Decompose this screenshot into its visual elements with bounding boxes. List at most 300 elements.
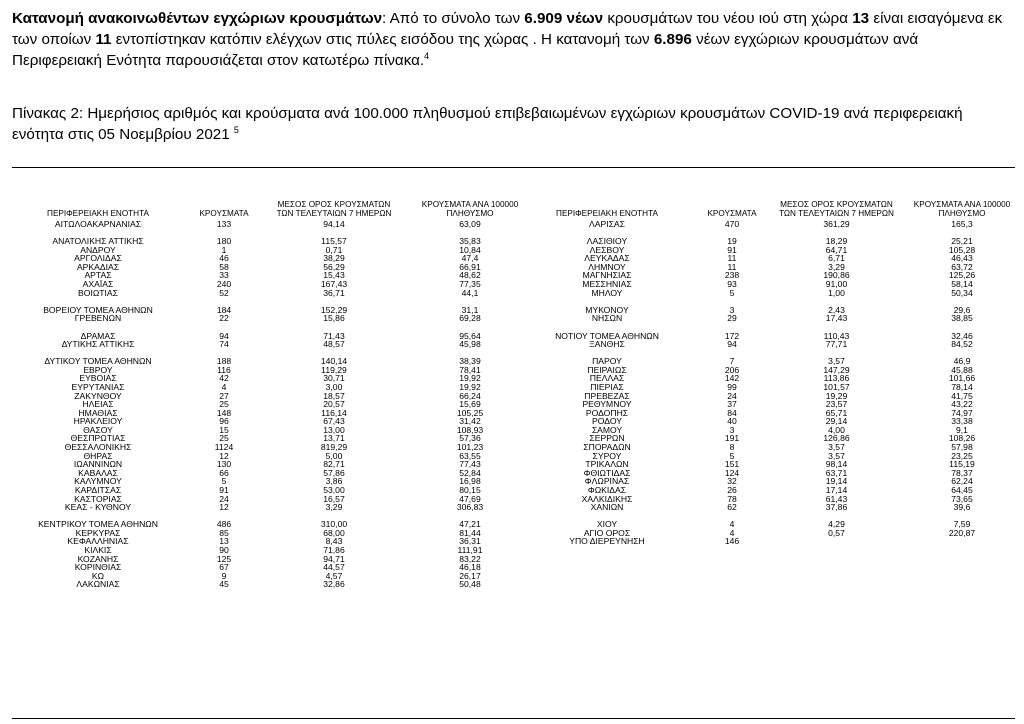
cell-avg-7d: 0,57 [828, 527, 845, 538]
divider [12, 167, 1015, 168]
table-header [512, 190, 1015, 220]
cell-per-100k: 46,18 [459, 562, 481, 573]
cell-per-100k: 45,98 [459, 339, 481, 350]
cell-per-100k: 306,83 [456, 502, 484, 513]
header-avg: ΜΕΣΟΣ ΟΡΟΣ ΚΡΟΥΣΜΑΤΩΝ ΤΩΝ ΤΕΛΕΥΤΑΙΩΝ 7 ΗΜΕΡΩΝ [276, 200, 392, 218]
cell-region: ΣΥΡΟΥ [592, 450, 622, 461]
footnote-ref: 4 [424, 50, 430, 61]
cell-region: ΣΠΟΡΑΔΩΝ [583, 442, 631, 453]
cell-avg-7d: 140,14 [320, 356, 348, 367]
cell-per-100k: 33,38 [951, 416, 973, 427]
cell-cases: 25 [219, 433, 229, 444]
intro-bold-lead: Κατανομή ανακοινωθέντων εγχώριων κρουσμάτων [12, 10, 383, 27]
cell-per-100k: 57,98 [951, 442, 973, 453]
cell-avg-7d: 61,43 [825, 493, 848, 504]
intro-text: εντοπίστηκαν κατόπιν ελέγχων στις πύλες εισόδου της χώρας . Η κατανομή των [111, 31, 654, 48]
cell-cases: 130 [216, 459, 232, 470]
cell-avg-7d: 115,57 [321, 236, 347, 247]
cell-region: ΚΕΑΣ - ΚΥΘΝΟΥ [64, 502, 132, 513]
intro-text: κρουσμάτων του νέου ιού στη χώρα [603, 10, 853, 27]
table-row [12, 503, 512, 512]
cell-region: ΕΒΡΟΥ [83, 364, 113, 375]
cell-cases: 52 [219, 287, 229, 298]
cell-cases: 66 [219, 467, 229, 478]
cell-per-100k: 9,1 [956, 424, 968, 435]
cell-region: ΠΑΡΟΥ [592, 356, 622, 367]
cell-cases: 142 [724, 373, 740, 384]
table-row [512, 409, 1015, 418]
cell-region: ΞΑΝΘΗΣ [589, 339, 625, 350]
cell-cases: 58 [219, 261, 229, 272]
cell-per-100k: 31,1 [461, 304, 479, 315]
table-left [12, 190, 519, 590]
cell-cases: 46 [219, 253, 229, 264]
cell-cases: 470 [724, 219, 740, 229]
cell-per-100k: 57,36 [459, 433, 481, 444]
cell-avg-7d: 19,14 [825, 476, 848, 487]
cell-avg-7d: 6,71 [828, 253, 845, 264]
cell-avg-7d: 32,86 [323, 579, 345, 590]
cell-avg-7d: 167,43 [320, 279, 348, 290]
intro-text: : Από το σύνολο των [382, 10, 525, 27]
table-row [512, 537, 1015, 546]
cell-region: ΙΩΑΝΝΙΝΩΝ [73, 459, 123, 470]
cell-region: ΜΗΛΟΥ [591, 287, 623, 298]
cell-per-100k: 50,48 [459, 579, 481, 590]
cell-avg-7d: 94,71 [323, 553, 345, 564]
cell-per-100k: 63,55 [459, 450, 481, 461]
cell-region: ΦΘΙΩΤΙΔΑΣ [583, 467, 631, 478]
cell-cases: 37 [727, 399, 737, 410]
cell-per-100k: 29,6 [953, 304, 971, 315]
table-row [512, 340, 1015, 349]
cell-avg-7d: 819,29 [320, 442, 348, 453]
header-per100k: ΚΡΟΥΣΜΑΤΑ ΑΝΑ 100000 ΠΛΗΘΥΣΜΟ [421, 200, 519, 218]
header-cases: ΚΡΟΥΣΜΑΤΑ [707, 209, 757, 218]
cell-cases: 84 [727, 407, 737, 418]
cell-avg-7d: 64,71 [825, 244, 848, 255]
cell-cases: 42 [219, 373, 229, 384]
cell-cases: 74 [219, 339, 229, 350]
cell-per-100k: 26,17 [459, 570, 481, 581]
cell-avg-7d: 3,57 [828, 450, 845, 461]
intro-border-cases: 11 [95, 31, 112, 48]
cell-cases: 133 [216, 219, 232, 229]
cell-avg-7d: 0,71 [325, 244, 343, 255]
cell-cases: 7 [729, 356, 735, 367]
cell-cases: 240 [216, 279, 232, 290]
cell-cases: 99 [727, 381, 737, 392]
cell-region: ΛΑΣΙΘΙΟΥ [586, 236, 628, 247]
cell-cases: 33 [219, 270, 229, 281]
cell-avg-7d: 48,57 [323, 339, 345, 350]
cell-avg-7d: 119,29 [321, 364, 347, 375]
cell-cases: 85 [219, 527, 229, 538]
cell-per-100k: 78,41 [459, 364, 481, 375]
table-row [512, 366, 1015, 375]
cell-cases: 5 [729, 287, 735, 298]
cell-region: ΓΡΕΒΕΝΩΝ [74, 313, 122, 324]
cell-avg-7d: 2,43 [828, 304, 845, 315]
table-row [512, 314, 1015, 323]
cell-region: ΘΗΡΑΣ [83, 450, 113, 461]
cell-avg-7d: 29,14 [825, 416, 848, 427]
table-header [12, 190, 519, 220]
cell-avg-7d: 1,00 [828, 287, 845, 298]
cell-per-100k: 43,22 [951, 399, 973, 410]
cell-avg-7d: 13,00 [323, 424, 345, 435]
table-row [512, 417, 1015, 426]
header-region: ΠΕΡΙΦΕΡΕΙΑΚΗ ΕΝΟΤΗΤΑ [47, 209, 149, 218]
cell-cases: 12 [219, 502, 229, 513]
divider [12, 718, 1015, 719]
cell-region: ΑΙΤΩΛΟΑΚΑΡΝΑΝΙΑΣ [54, 219, 142, 229]
cell-avg-7d: 4,00 [828, 424, 845, 435]
cell-region: ΛΗΜΝΟΥ [588, 261, 626, 272]
cell-region: ΜΕΣΣΗΝΙΑΣ [582, 279, 632, 290]
cell-region: ΠΡΕΒΕΖΑΣ [584, 390, 630, 401]
cell-region: ΛΑΚΩΝΙΑΣ [76, 579, 120, 590]
cell-cases: 13 [219, 536, 229, 547]
intro-paragraph [12, 8, 1012, 71]
cell-per-100k: 44,1 [461, 287, 479, 298]
cell-region: ΡΟΔΟΥ [592, 416, 622, 427]
cell-cases: 19 [727, 236, 737, 247]
cell-cases: 151 [724, 459, 740, 470]
cell-region: ΜΑΓΝΗΣΙΑΣ [582, 270, 632, 281]
cell-region: ΣΑΜΟΥ [591, 424, 623, 435]
cell-cases: 91 [219, 484, 229, 495]
table-row [512, 495, 1015, 504]
cell-region: ΧΑΝΙΩΝ [590, 502, 624, 513]
cell-avg-7d: 67,43 [323, 416, 345, 427]
cell-region: ΔΥΤΙΚΟΥ ΤΟΜΕΑ ΑΘΗΝΩΝ [44, 356, 152, 367]
cell-per-100k: 66,24 [459, 390, 481, 401]
cell-cases: 486 [216, 519, 232, 530]
cell-cases: 3 [729, 304, 735, 315]
cell-per-100k: 220,87 [948, 527, 976, 538]
cell-avg-7d: 38,29 [323, 253, 345, 264]
table-row [12, 220, 512, 229]
table-caption [12, 103, 1012, 145]
cell-cases: 32 [727, 476, 737, 487]
table-row [512, 512, 1015, 521]
cell-avg-7d: 3,29 [828, 261, 845, 272]
cell-per-100k: 111,91 [457, 544, 483, 555]
cell-region: ΖΑΚΥΝΘΟΥ [74, 390, 122, 401]
table-row [512, 237, 1015, 246]
cell-per-100k: 15,69 [459, 399, 481, 410]
cell-per-100k: 73,65 [951, 493, 973, 504]
cell-per-100k: 23,25 [951, 450, 973, 461]
cell-per-100k: 46,43 [951, 253, 973, 264]
cell-avg-7d: 18,29 [825, 236, 848, 247]
cell-region: ΛΑΡΙΣΑΣ [589, 219, 625, 229]
cell-avg-7d: 190,86 [823, 270, 850, 281]
cell-per-100k: 47,21 [459, 519, 481, 530]
cell-cases: 26 [727, 484, 737, 495]
cell-avg-7d: 53,00 [323, 484, 345, 495]
cell-per-100k: 63,72 [951, 261, 973, 272]
cell-per-100k: 108,26 [948, 433, 976, 444]
cell-cases: 45 [219, 579, 229, 590]
cell-per-100k: 83,22 [459, 553, 481, 564]
cell-cases: 3 [729, 424, 735, 435]
cell-region: ΑΡΚΑΔΙΑΣ [76, 261, 120, 272]
cell-cases: 29 [727, 313, 737, 324]
table-row [512, 374, 1015, 383]
cell-cases: 62 [727, 502, 737, 513]
cell-per-100k: 38,39 [459, 356, 481, 367]
cell-cases: 1124 [214, 442, 234, 453]
table-row [512, 332, 1015, 341]
cell-avg-7d: 147,29 [823, 364, 850, 375]
cell-cases: 8 [729, 442, 735, 453]
cell-avg-7d: 3,29 [325, 502, 343, 513]
table-row [512, 306, 1015, 315]
cell-cases: 96 [219, 416, 229, 427]
cell-avg-7d: 5,00 [325, 450, 343, 461]
cell-per-100k: 45,88 [951, 364, 973, 375]
cell-per-100k: 19,92 [459, 373, 481, 384]
cell-per-100k: 7,59 [953, 519, 971, 530]
cell-avg-7d: 3,86 [325, 476, 343, 487]
cell-region: ΥΠΟ ΔΙΕΡΕΥΝΗΣΗ [569, 536, 645, 547]
cell-region: ΑΝΔΡΟΥ [80, 244, 116, 255]
cell-region: ΘΕΣΠΡΩΤΙΑΣ [70, 433, 126, 444]
cell-per-100k: 25,21 [951, 236, 973, 247]
cell-avg-7d: 8,43 [325, 536, 343, 547]
cell-per-100k: 64,45 [951, 484, 973, 495]
cell-region: ΤΡΙΚΑΛΩΝ [585, 459, 629, 470]
cell-per-100k: 108,93 [456, 424, 484, 435]
cell-per-100k: 77,35 [459, 279, 481, 290]
cell-per-100k: 115,19 [949, 459, 975, 470]
cell-region: ΚΕΦΑΛΛΗΝΙΑΣ [67, 536, 129, 547]
cell-region: ΚΑΒΑΛΑΣ [78, 467, 118, 478]
cell-cases: 172 [724, 330, 740, 341]
cell-avg-7d: 101,57 [823, 381, 850, 392]
cell-per-100k: 35,83 [459, 236, 481, 247]
intro-imported-cases: 13 [852, 10, 870, 27]
cell-per-100k: 101,66 [948, 373, 976, 384]
cell-avg-7d: 13,71 [323, 433, 345, 444]
cell-per-100k: 125,26 [948, 270, 976, 281]
cell-cases: 11 [727, 261, 737, 272]
cell-region: ΑΓΙΟ ΟΡΟΣ [583, 527, 631, 538]
header-cases: ΚΡΟΥΣΜΑΤΑ [199, 209, 249, 218]
cell-region: ΑΡΤΑΣ [84, 270, 112, 281]
cell-cases: 78 [727, 493, 737, 504]
table-body [512, 220, 1015, 546]
table-row [512, 220, 1015, 229]
table-row [12, 289, 512, 298]
cell-per-100k: 62,24 [951, 476, 973, 487]
cell-region: ΑΧΑΪΑΣ [82, 279, 114, 290]
cell-avg-7d: 82,71 [323, 459, 345, 470]
cell-cases: 188 [216, 356, 232, 367]
cell-per-100k: 81,44 [459, 527, 481, 538]
table-caption-text: Πίνακας 2: Ημερήσιος αριθμός και κρούσματα ανά 100.000 πληθυσμού επιβεβαιωμένων εγχώριων κρουσμάτων COVID-19 ανά περιφερειακή ενότητα στις 05 Νοεμβρίου 2021 [12, 105, 963, 143]
cell-per-100k: 95,64 [459, 330, 481, 341]
cell-per-100k: 38,85 [951, 313, 973, 324]
cell-avg-7d: 361,29 [823, 219, 850, 229]
cell-avg-7d: 15,43 [323, 270, 345, 281]
cell-avg-7d: 4,57 [325, 570, 343, 581]
cell-avg-7d: 310,00 [320, 519, 348, 530]
cell-region: ΒΟΙΩΤΙΑΣ [78, 287, 118, 298]
cell-cases: 238 [724, 270, 740, 281]
cell-cases: 146 [724, 536, 740, 547]
table-right [512, 190, 1015, 546]
cell-region: ΦΩΚΙΔΑΣ [587, 484, 627, 495]
cell-avg-7d: 3,57 [828, 356, 845, 367]
cell-avg-7d: 94,14 [323, 219, 345, 229]
cell-per-100k: 105,25 [456, 407, 484, 418]
cell-cases: 191 [724, 433, 740, 444]
cell-cases: 24 [219, 493, 229, 504]
cell-region: ΘΑΣΟΥ [83, 424, 113, 435]
cell-cases: 15 [219, 424, 229, 435]
table-row [512, 426, 1015, 435]
cell-region: ΠΙΕΡΙΑΣ [590, 381, 624, 392]
cell-avg-7d: 68,00 [323, 527, 345, 538]
footnote-ref: 5 [233, 124, 239, 135]
cell-cases: 94 [219, 330, 229, 341]
cell-per-100k: 39,6 [953, 502, 971, 513]
cell-region: ΗΡΑΚΛΕΙΟΥ [73, 416, 123, 427]
cell-region: ΘΕΣΣΑΛΟΝΙΚΗΣ [64, 442, 132, 453]
intro-text: είναι εισαγόμενα εκ των οποίων [12, 10, 1003, 48]
cell-avg-7d: 17,14 [825, 484, 848, 495]
cell-avg-7d: 17,43 [825, 313, 848, 324]
cell-per-100k: 19,92 [459, 381, 481, 392]
cell-region: ΠΕΛΛΑΣ [589, 373, 625, 384]
cell-avg-7d: 152,29 [320, 304, 348, 315]
cell-region: ΚΩ [91, 570, 105, 581]
cell-cases: 22 [219, 313, 229, 324]
cell-avg-7d: 65,71 [825, 407, 848, 418]
cell-avg-7d: 16,57 [323, 493, 345, 504]
cell-cases: 25 [219, 399, 229, 410]
cell-cases: 93 [727, 279, 737, 290]
cell-avg-7d: 23,57 [825, 399, 848, 410]
cell-cases: 94 [727, 339, 737, 350]
table-row [512, 289, 1015, 298]
cell-avg-7d: 56,29 [323, 261, 345, 272]
cell-region: ΚΑΛΥΜΝΟΥ [74, 476, 122, 487]
cell-region: ΧΙΟΥ [596, 519, 618, 530]
cell-avg-7d: 19,29 [825, 390, 848, 401]
cell-avg-7d: 36,71 [323, 287, 345, 298]
cell-per-100k: 41,75 [951, 390, 973, 401]
cell-cases: 67 [219, 562, 229, 573]
cell-region: ΝΟΤΙΟΥ ΤΟΜΕΑ ΑΘΗΝΩΝ [555, 330, 659, 341]
cell-avg-7d: 71,43 [323, 330, 345, 341]
cell-per-100k: 105,28 [948, 244, 976, 255]
cell-per-100k: 80,15 [459, 484, 481, 495]
cell-per-100k: 32,46 [951, 330, 973, 341]
cell-cases: 27 [219, 390, 229, 401]
intro-text: νέων εγχώριων κρουσμάτων ανά Περιφερειακή Ενότητα παρουσιάζεται στον κατωτέρω πίνακα. [12, 31, 919, 69]
header-per100k: ΚΡΟΥΣΜΑΤΑ ΑΝΑ 100000 ΠΛΗΘΥΣΜΟ [913, 200, 1011, 218]
cell-region: ΧΑΛΚΙΔΙΚΗΣ [581, 493, 633, 504]
cell-per-100k: 10,84 [459, 244, 481, 255]
cell-per-100k: 78,14 [951, 381, 973, 392]
header-region: ΠΕΡΙΦΕΡΕΙΑΚΗ ΕΝΟΤΗΤΑ [556, 209, 658, 218]
cell-region: ΔΡΑΜΑΣ [80, 330, 116, 341]
cell-cases: 4 [729, 527, 735, 538]
cell-per-100k: 46,9 [953, 356, 971, 367]
cell-per-100k: 52,84 [459, 467, 481, 478]
cell-region: ΚΕΝΤΡΙΚΟΥ ΤΟΜΕΑ ΑΘΗΝΩΝ [38, 519, 158, 530]
cell-cases: 5 [729, 450, 735, 461]
table-row [12, 563, 512, 572]
cell-avg-7d: 15,86 [323, 313, 345, 324]
cell-per-100k: 31,42 [459, 416, 481, 427]
cell-cases: 4 [221, 381, 227, 392]
cell-region: ΦΛΩΡΙΝΑΣ [584, 476, 630, 487]
cell-per-100k: 165,3 [951, 219, 973, 229]
cell-region: ΡΕΘΥΜΝΟΥ [582, 399, 632, 410]
cell-per-100k: 47,4 [461, 253, 479, 264]
cell-region: ΒΟΡΕΙΟΥ ΤΟΜΕΑ ΑΘΗΝΩΝ [43, 304, 153, 315]
cell-region: ΗΜΑΘΙΑΣ [78, 407, 118, 418]
cell-avg-7d: 110,43 [823, 330, 850, 341]
cell-per-100k: 47,69 [459, 493, 481, 504]
cell-region: ΑΝΑΤΟΛΙΚΗΣ ΑΤΤΙΚΗΣ [52, 236, 144, 247]
table-row [12, 580, 512, 589]
cell-cases: 1 [221, 244, 227, 255]
cell-region: ΚΑΡΔΙΤΣΑΣ [74, 484, 122, 495]
cell-per-100k: 16,98 [459, 476, 481, 487]
header-avg: ΜΕΣΟΣ ΟΡΟΣ ΚΡΟΥΣΜΑΤΩΝ ΤΩΝ ΤΕΛΕΥΤΑΙΩΝ 7 ΗΜΕΡΩΝ [779, 200, 894, 218]
cell-region: ΑΡΓΟΛΙΔΑΣ [74, 253, 122, 264]
table-body [12, 220, 512, 589]
cell-avg-7d: 3,00 [325, 381, 343, 392]
cell-cases: 40 [727, 416, 737, 427]
cell-region: ΝΗΣΩΝ [591, 313, 623, 324]
table-row [512, 349, 1015, 358]
cell-region: ΗΛΕΙΑΣ [82, 399, 114, 410]
cell-avg-7d: 113,86 [823, 373, 850, 384]
cell-cases: 9 [221, 570, 227, 581]
cell-per-100k: 63,09 [459, 219, 481, 229]
cell-region: ΚΑΣΤΟΡΙΑΣ [74, 493, 122, 504]
cell-cases: 24 [727, 390, 737, 401]
cell-cases: 148 [216, 407, 232, 418]
cell-per-100k: 101,23 [456, 442, 484, 453]
cell-region: ΜΥΚΟΝΟΥ [585, 304, 629, 315]
cell-avg-7d: 4,29 [828, 519, 845, 530]
cell-per-100k: 58,14 [951, 279, 973, 290]
cell-avg-7d: 44,57 [323, 562, 345, 573]
cell-cases: 125 [216, 553, 232, 564]
table-row [512, 443, 1015, 452]
intro-total-cases: 6.909 νέων [524, 10, 604, 27]
cell-cases: 116 [217, 364, 231, 375]
cell-region: ΚΕΡΚΥΡΑΣ [75, 527, 121, 538]
cell-region: ΠΕΙΡΑΙΩΣ [587, 364, 627, 375]
cell-cases: 90 [219, 544, 229, 555]
cell-cases: 124 [724, 467, 740, 478]
table-row [512, 280, 1015, 289]
cell-per-100k: 77,43 [459, 459, 481, 470]
cell-cases: 12 [219, 450, 229, 461]
cell-avg-7d: 57,86 [323, 467, 345, 478]
cell-per-100k: 36,31 [459, 536, 481, 547]
cell-avg-7d: 91,00 [825, 279, 848, 290]
